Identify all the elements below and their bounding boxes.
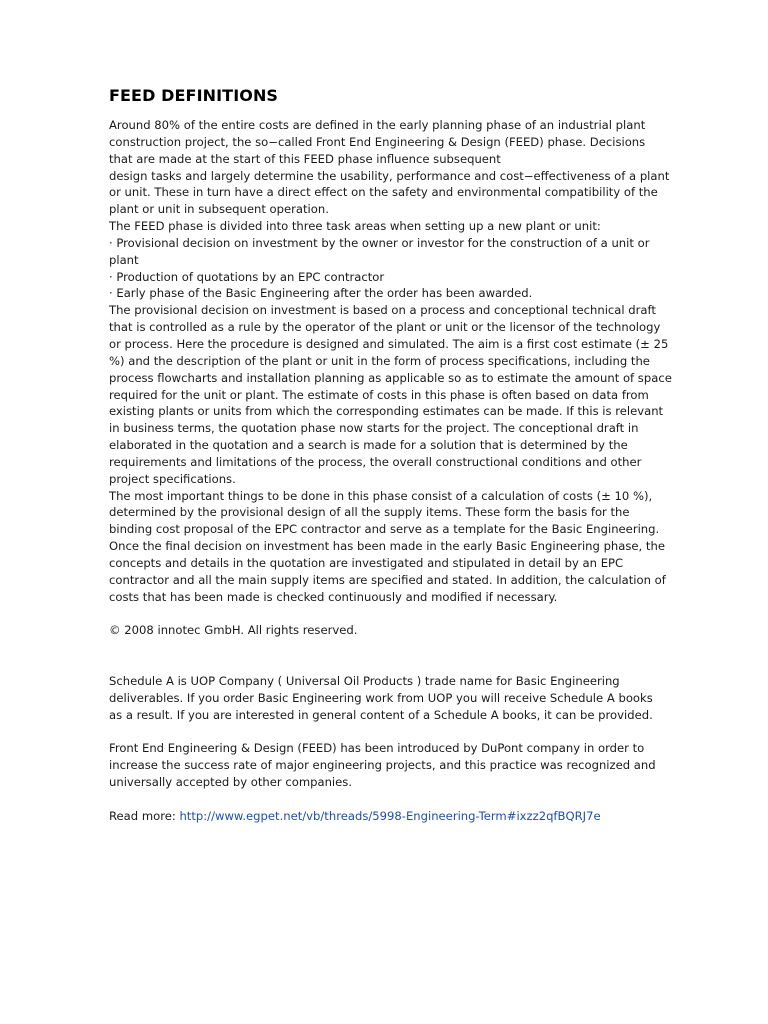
text-line: in business terms, the quotation phase now starts for the project. The conceptional draft in <box>109 421 639 436</box>
intro-section <box>109 117 672 605</box>
schedule-a-section <box>109 673 661 724</box>
read-more-line <box>109 808 661 825</box>
text-line: design tasks and largely determine the usability, performance and cost−effectiveness of a plant <box>109 168 670 183</box>
text-line: contractor and all the main supply items are specified and stated. In addition, the calculation of <box>109 572 666 587</box>
read-more-link[interactable]: http://www.egpet.net/vb/threads/5998-Engineering-Term#ixzz2qfBQRJ7e <box>179 808 601 823</box>
text-line: project specifications. <box>109 471 236 486</box>
bullet-line: · Production of quotations by an EPC contractor <box>109 269 385 284</box>
text-line: requirements and limitations of the process, the overall constructional conditions and other <box>109 454 642 469</box>
text-line: increase the success rate of major engineering projects, and this practice was recognized and <box>109 758 656 773</box>
text-line: as a result. If you are interested in general content of a Schedule A books, it can be provided. <box>109 707 653 722</box>
text-line: or process. Here the procedure is designed and simulated. The aim is a first cost estimate (± 25 <box>109 336 669 351</box>
text-line: existing plants or units from which the corresponding estimates can be made. If this is relevant <box>109 404 664 419</box>
text-line: elaborated in the quotation and a search is made for a solution that is determined by the <box>109 438 628 453</box>
text-line: Front End Engineering & Design (FEED) has been introduced by DuPont company in order to <box>109 741 645 756</box>
text-line: The provisional decision on investment is based on a process and conceptional technical draft <box>109 303 656 318</box>
text-line: deliverables. If you order Basic Engineering work from UOP you will receive Schedule A books <box>109 690 653 705</box>
text-line: costs that has been made is checked continuously and modified if necessary. <box>109 589 558 604</box>
read-more-label: Read more: <box>109 808 180 823</box>
document-page <box>109 86 672 824</box>
text-line: process flowcharts and installation planning as applicable so as to estimate the amount of space <box>109 370 672 385</box>
text-line: that is controlled as a rule by the operator of the plant or unit or the licensor of the technology <box>109 320 661 335</box>
text-line: concepts and details in the quotation are investigated and stipulated in detail by an EPC <box>109 555 624 570</box>
bullet-line: · Early phase of the Basic Engineering after the order has been awarded. <box>109 286 533 301</box>
text-line: that are made at the start of this FEED phase influence subsequent <box>109 151 501 166</box>
text-line: determined by the provisional design of all the supply items. These form the basis for the <box>109 505 630 520</box>
text-line: Around 80% of the entire costs are defined in the early planning phase of an industrial plant <box>109 118 646 132</box>
text-line: required for the unit or plant. The estimate of costs in this phase is often based on data from <box>109 387 649 402</box>
text-line: The most important things to be done in this phase consist of a calculation of costs (± 10 %), <box>109 488 653 503</box>
copyright-notice: © 2008 innotec GmbH. All rights reserved. <box>109 623 358 638</box>
bullet-line: · Provisional decision on investment by the owner or investor for the construction of a unit or <box>109 235 650 250</box>
text-line: %) and the description of the plant or unit in the form of process specifications, including the <box>109 353 650 368</box>
text-line: universally accepted by other companies. <box>109 774 353 789</box>
page-title: FEED DEFINITIONS <box>109 86 279 105</box>
spacer <box>109 723 661 740</box>
spacer <box>109 791 661 808</box>
text-line: construction project, the so−called Front End Engineering & Design (FEED) phase. Decisions <box>109 134 646 149</box>
text-line: or unit. These in turn have a direct effect on the safety and environmental compatibility of the <box>109 185 658 200</box>
spacer <box>109 605 661 622</box>
text-line: plant or unit in subsequent operation. <box>109 202 329 217</box>
feed-dupont-section <box>109 740 661 791</box>
text-line: The FEED phase is divided into three task areas when setting up a new plant or unit: <box>109 219 601 234</box>
bullet-line: plant <box>109 252 139 267</box>
text-line: Once the final decision on investment has been made in the early Basic Engineering phase, the <box>109 539 665 554</box>
spacer <box>109 639 661 673</box>
text-line: Schedule A is UOP Company ( Universal Oil Products ) trade name for Basic Engineering <box>109 673 620 688</box>
text-line: binding cost proposal of the EPC contractor and serve as a template for the Basic Engineering. <box>109 522 660 537</box>
